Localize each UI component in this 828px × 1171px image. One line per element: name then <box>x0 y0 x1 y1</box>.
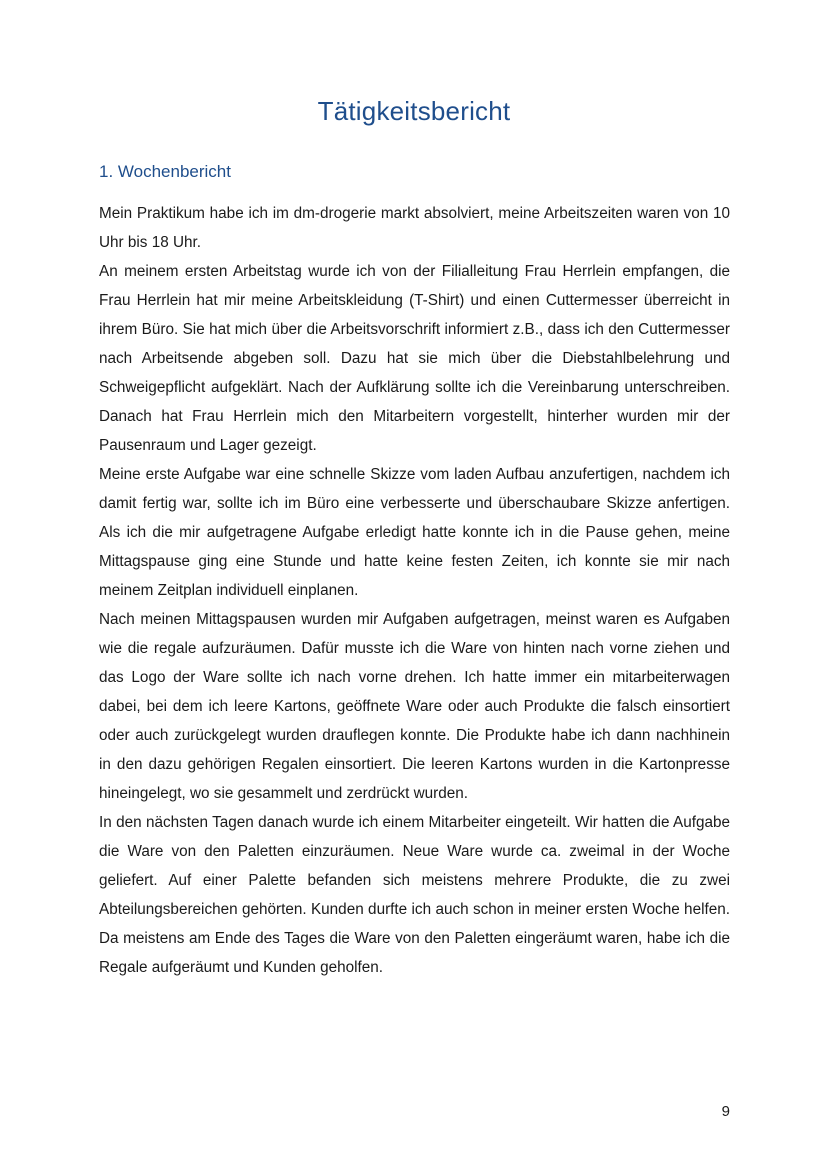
report-body <box>99 199 730 982</box>
page-title: Tätigkeitsbericht <box>317 96 511 126</box>
paragraph-afternoon-tasks: Nach meinen Mittagspausen wurden mir Aufgaben aufgetragen, meinst waren es Aufgaben wie die regale aufzuräumen. Dafür musste ich die Ware von hinten nach vorne ziehen und das Logo der Ware sollte ich nach vorne drehen. Ich hatte immer ein mitarbeiterwagen dabei, bei dem ich leere Kartons, geöffnete Ware oder auch Produkte die falsch einsortiert oder auch zurückgelegt wurden drauflegen konnte. Die Produkte habe ich dann nachhinein in den dazu gehörigen Regalen einsortiert. Die leeren Kartons wurden in die Kartonpresse hineingelegt, wo sie gesammelt und zerdrückt wurden. <box>99 611 730 802</box>
paragraph-work-hours: Mein Praktikum habe ich im dm-drogerie markt absolviert, meine Arbeitszeiten waren von 10 Uhr bis 18 Uhr. <box>99 205 730 251</box>
paragraph-following-days: In den nächsten Tagen danach wurde ich einem Mitarbeiter eingeteilt. Wir hatten die Aufgabe die Ware von den Paletten einzuräumen. Neue Ware wurde ca. zweimal in der Woche geliefert. Auf einer Palette befanden sich meistens mehrere Produkte, die zu zwei Abteilungsbereichen gehörten. Kunden durfte ich auch schon in meiner ersten Woche helfen. Da meistens am Ende des Tages die Ware von den Paletten eingeräumt waren, habe ich die Regale aufgeräumt und Kunden geholfen. <box>99 814 730 976</box>
page-number: 9 <box>721 1103 730 1120</box>
section-heading: 1. Wochenbericht <box>99 162 231 181</box>
paragraph-first-day: An meinem ersten Arbeitstag wurde ich von der Filialleitung Frau Herrlein empfangen, die Frau Herrlein hat mir meine Arbeitskleidung (T-Shirt) und einen Cuttermesser überreicht in ihrem Büro. Sie hat mich über die Arbeitsvorschrift informiert z.B., dass ich den Cuttermesser nach Arbeitsende abgeben soll. Dazu hat sie mich über die Diebstahlbelehrung und Schweigepflicht aufgeklärt. Nach der Aufklärung sollte ich die Vereinbarung unterschreiben. Danach hat Frau Herrlein mich den Mitarbeitern vorgestellt, hinterher wurden mir der Pausenraum und Lager gezeigt. <box>99 263 730 454</box>
paragraph-first-task: Meine erste Aufgabe war eine schnelle Skizze vom laden Aufbau anzufertigen, nachdem ich damit fertig war, sollte ich im Büro eine verbesserte und überschaubare Skizze anfertigen. Als ich die mir aufgetragene Aufgabe erledigt hatte konnte ich in die Pause gehen, meine Mittagspause ging eine Stunde und hatte keine festen Zeiten, ich konnte sie mir nach meinem Zeitplan individuell einplanen. <box>99 466 730 599</box>
